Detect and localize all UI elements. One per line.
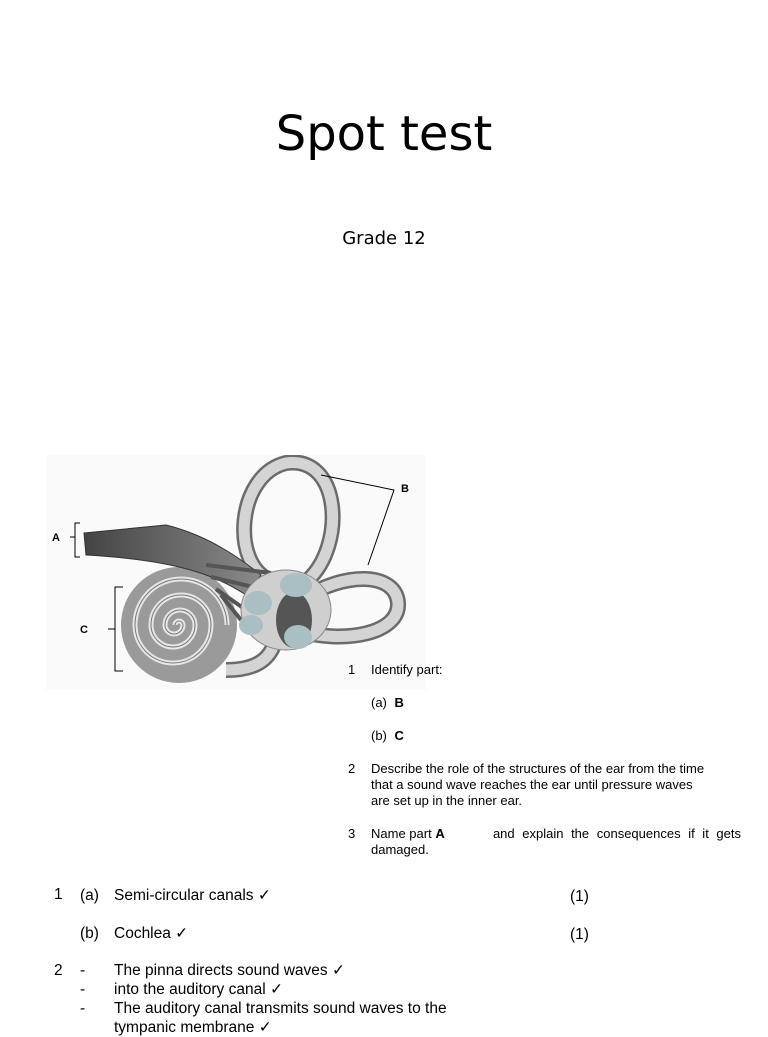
question-number: 3 <box>348 826 356 841</box>
question-line: Describe the role of the structures of the ear from the time <box>371 761 705 776</box>
question-1b <box>371 728 404 744</box>
answer-number-2: 2 <box>54 962 63 979</box>
answer-2-dash: - <box>80 981 86 998</box>
answer-2-line: into the auditory canal ✓ <box>114 981 283 998</box>
question-line: damaged. <box>371 842 429 857</box>
question-1 <box>348 662 443 678</box>
question-number: 1 <box>348 662 356 677</box>
answer-2-line: tympanic membrane ✓ <box>114 1019 272 1036</box>
question-1a <box>371 695 404 711</box>
answer-1b-marks: (1) <box>570 926 589 943</box>
label-b: B <box>401 483 409 495</box>
part-letter: C <box>394 728 404 743</box>
question-3 <box>348 826 741 858</box>
question-number: 2 <box>348 761 356 776</box>
cochlea <box>121 567 237 683</box>
question-text: Identify part: <box>371 662 443 677</box>
page-title: Spot test <box>275 106 493 162</box>
answer-1a-label: (a) <box>80 887 99 904</box>
answer-2-dash: - <box>80 962 86 979</box>
answer-number-1: 1 <box>54 886 63 903</box>
question-2 <box>348 761 743 809</box>
answer-1a-text: Semi-circular canals ✓ <box>114 887 271 904</box>
part-letter: B <box>394 695 404 710</box>
answer-1a-marks: (1) <box>570 888 589 905</box>
answer-2-line: The auditory canal transmits sound waves to the <box>114 1000 447 1017</box>
label-c: C <box>80 624 88 636</box>
question-line: that a sound wave reaches the ear until pressure waves <box>371 777 693 792</box>
answer-2-dash: - <box>80 1000 86 1017</box>
question-line: are set up in the inner ear. <box>371 793 523 808</box>
inner-ear-diagram <box>46 455 426 694</box>
question-line: Name part A and explain the consequences if it gets <box>371 826 741 841</box>
part-label: (b) <box>371 728 387 743</box>
answer-1b-text: Cochlea ✓ <box>114 925 189 942</box>
page-subtitle: Grade 12 <box>342 228 426 249</box>
label-a: A <box>52 532 60 544</box>
part-label: (a) <box>371 695 387 710</box>
answer-2-line: The pinna directs sound waves ✓ <box>114 962 345 979</box>
answer-1b-label: (b) <box>80 925 99 942</box>
